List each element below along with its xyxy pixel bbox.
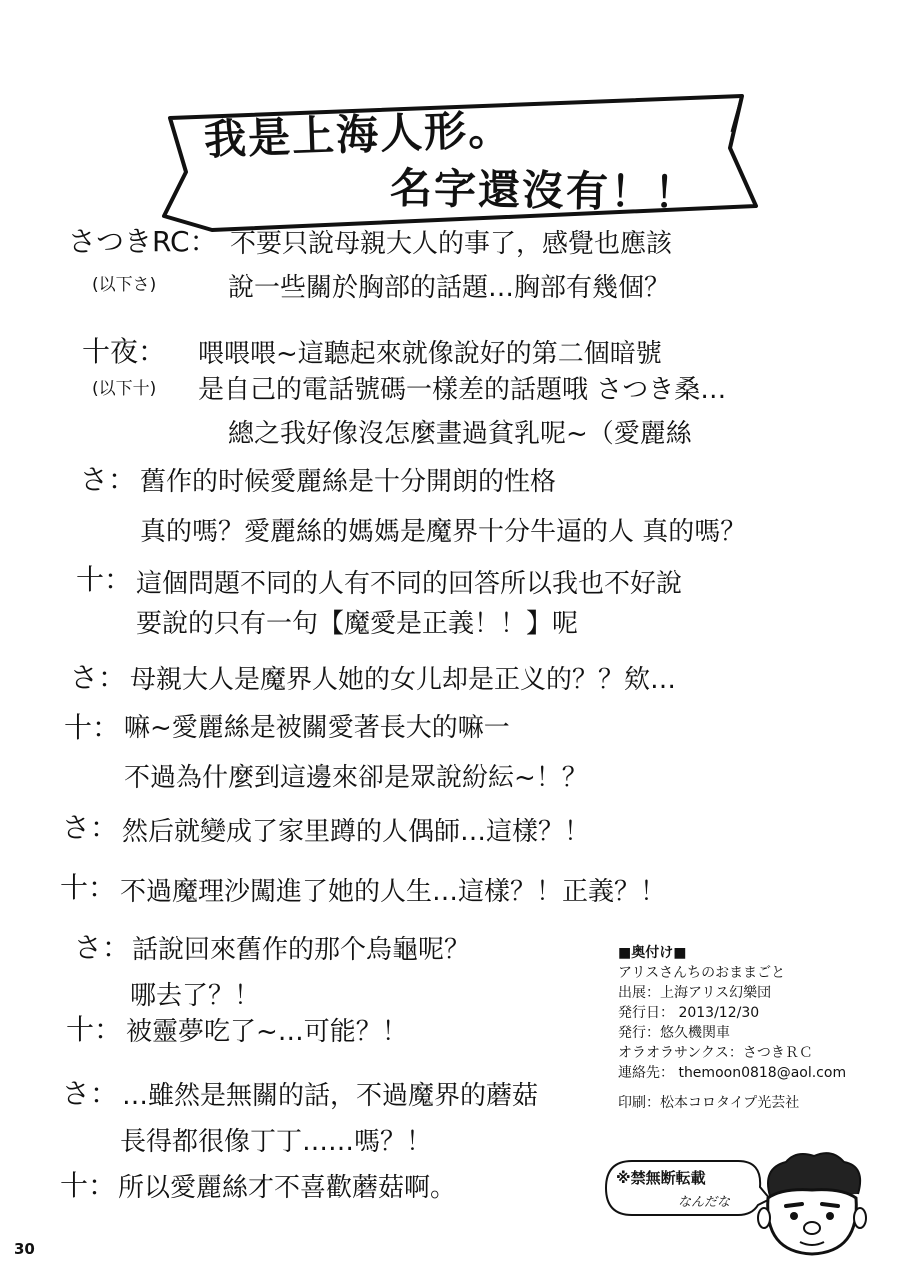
- dialogue-line: 真的嗎？愛麗絲的媽媽是魔界十分牛逼的人 真的嗎？: [140, 517, 747, 547]
- dialogue-line: 哪去了？！: [130, 981, 261, 1011]
- bubble-line-2: なんだな: [678, 1195, 731, 1210]
- speaker-label: さ：: [70, 661, 127, 694]
- speaker-label: さ：: [80, 463, 137, 496]
- colophon: [618, 943, 888, 1113]
- colophon-title: アリスさんちのおままごと: [618, 965, 786, 981]
- speaker-label: さつきRC：: [68, 225, 218, 258]
- speaker-label: 十：: [60, 1169, 117, 1202]
- dialogue-line: 不要只說母親大人的事了，感覺也應該: [230, 229, 673, 259]
- speaker-label: 十：: [60, 871, 117, 904]
- speaker-label: 十：: [76, 563, 133, 596]
- banner-line-1: 我是上海人形。: [203, 104, 513, 165]
- title-banner: [152, 88, 764, 238]
- dialogue-line: 母親大人是魔界人她的女儿却是正义的？？欸…: [130, 665, 677, 695]
- dialogue-line: 長得都很像丁丁……嗎？！: [120, 1127, 433, 1157]
- colophon-date: 発行日： 2013/12/30: [618, 1005, 760, 1021]
- dialogue-line: 所以愛麗絲才不喜歡蘑菇啊。: [118, 1173, 457, 1203]
- speaker-label: 十夜：: [82, 335, 167, 368]
- colophon-exhibitor: 出展：上海アリス幻樂団: [618, 985, 772, 1001]
- dialogue-line: 說一些關於胸部的話題…胸部有幾個？: [228, 273, 671, 303]
- dialogue-line: 不過為什麼到這邊來卻是眾說紛紜~！？: [124, 763, 588, 793]
- dialogue-line: …雖然是無關的話，不過魔界的蘑菇: [122, 1081, 539, 1111]
- colophon-translator: オラオラサンクス：さつきＲＣ: [618, 1045, 813, 1061]
- speaker-label: さ：: [62, 811, 119, 844]
- dialogue-line: 嘛~愛麗絲是被關愛著長大的嘛一: [124, 713, 510, 743]
- dialogue-line: 然后就變成了家里蹲的人偶師…這樣？！: [122, 817, 591, 847]
- dialogue-line: 不過魔理沙闖進了她的人生…這樣？！正義？！: [120, 877, 667, 907]
- colophon-printer: 印刷：松本コロタイプ光芸社: [618, 1095, 800, 1111]
- bubble-line-1: ※禁無断転載: [616, 1169, 706, 1187]
- speaker-label: さ：: [62, 1077, 119, 1110]
- dialogue-line: 是自己的電話號碼一樣差的話題哦 さつき桑…: [198, 375, 727, 405]
- dialogue-line: 被靈夢吃了~…可能？！: [126, 1017, 408, 1047]
- dialogue-line: 喂喂喂~這聽起來就像說好的第二個暗號: [198, 339, 662, 369]
- dialogue-line: 要說的只有一句【魔愛是正義！！】呢: [136, 609, 579, 639]
- page-number: 30: [14, 1240, 35, 1258]
- colophon-publisher: 発行：悠久機関車: [618, 1025, 730, 1041]
- dialogue-line: 總之我好像沒怎麼畫過貧乳呢~（愛麗絲: [228, 419, 692, 449]
- dialogue-line: 這個問題不同的人有不同的回答所以我也不好說: [136, 569, 683, 599]
- colophon-contact: 連絡先： themoon0818@aol.com: [618, 1065, 847, 1081]
- dialogue-line: 舊作的时候愛麗絲是十分開朗的性格: [140, 467, 557, 497]
- speaker-label: 十：: [66, 1013, 123, 1046]
- banner-line-2: 名字還沒有！！: [389, 163, 699, 218]
- speaker-note: (以下さ): [92, 275, 157, 295]
- speaker-label: さ：: [74, 931, 131, 964]
- speaker-label: 十：: [64, 711, 121, 744]
- dialogue-line: 話說回來舊作的那个烏龜呢？: [132, 935, 471, 965]
- colophon-heading: ■奥付け■: [618, 945, 687, 961]
- speech-bubble: [602, 1157, 770, 1219]
- speaker-note: (以下十): [92, 379, 157, 399]
- character-face-illustration: [752, 1148, 872, 1260]
